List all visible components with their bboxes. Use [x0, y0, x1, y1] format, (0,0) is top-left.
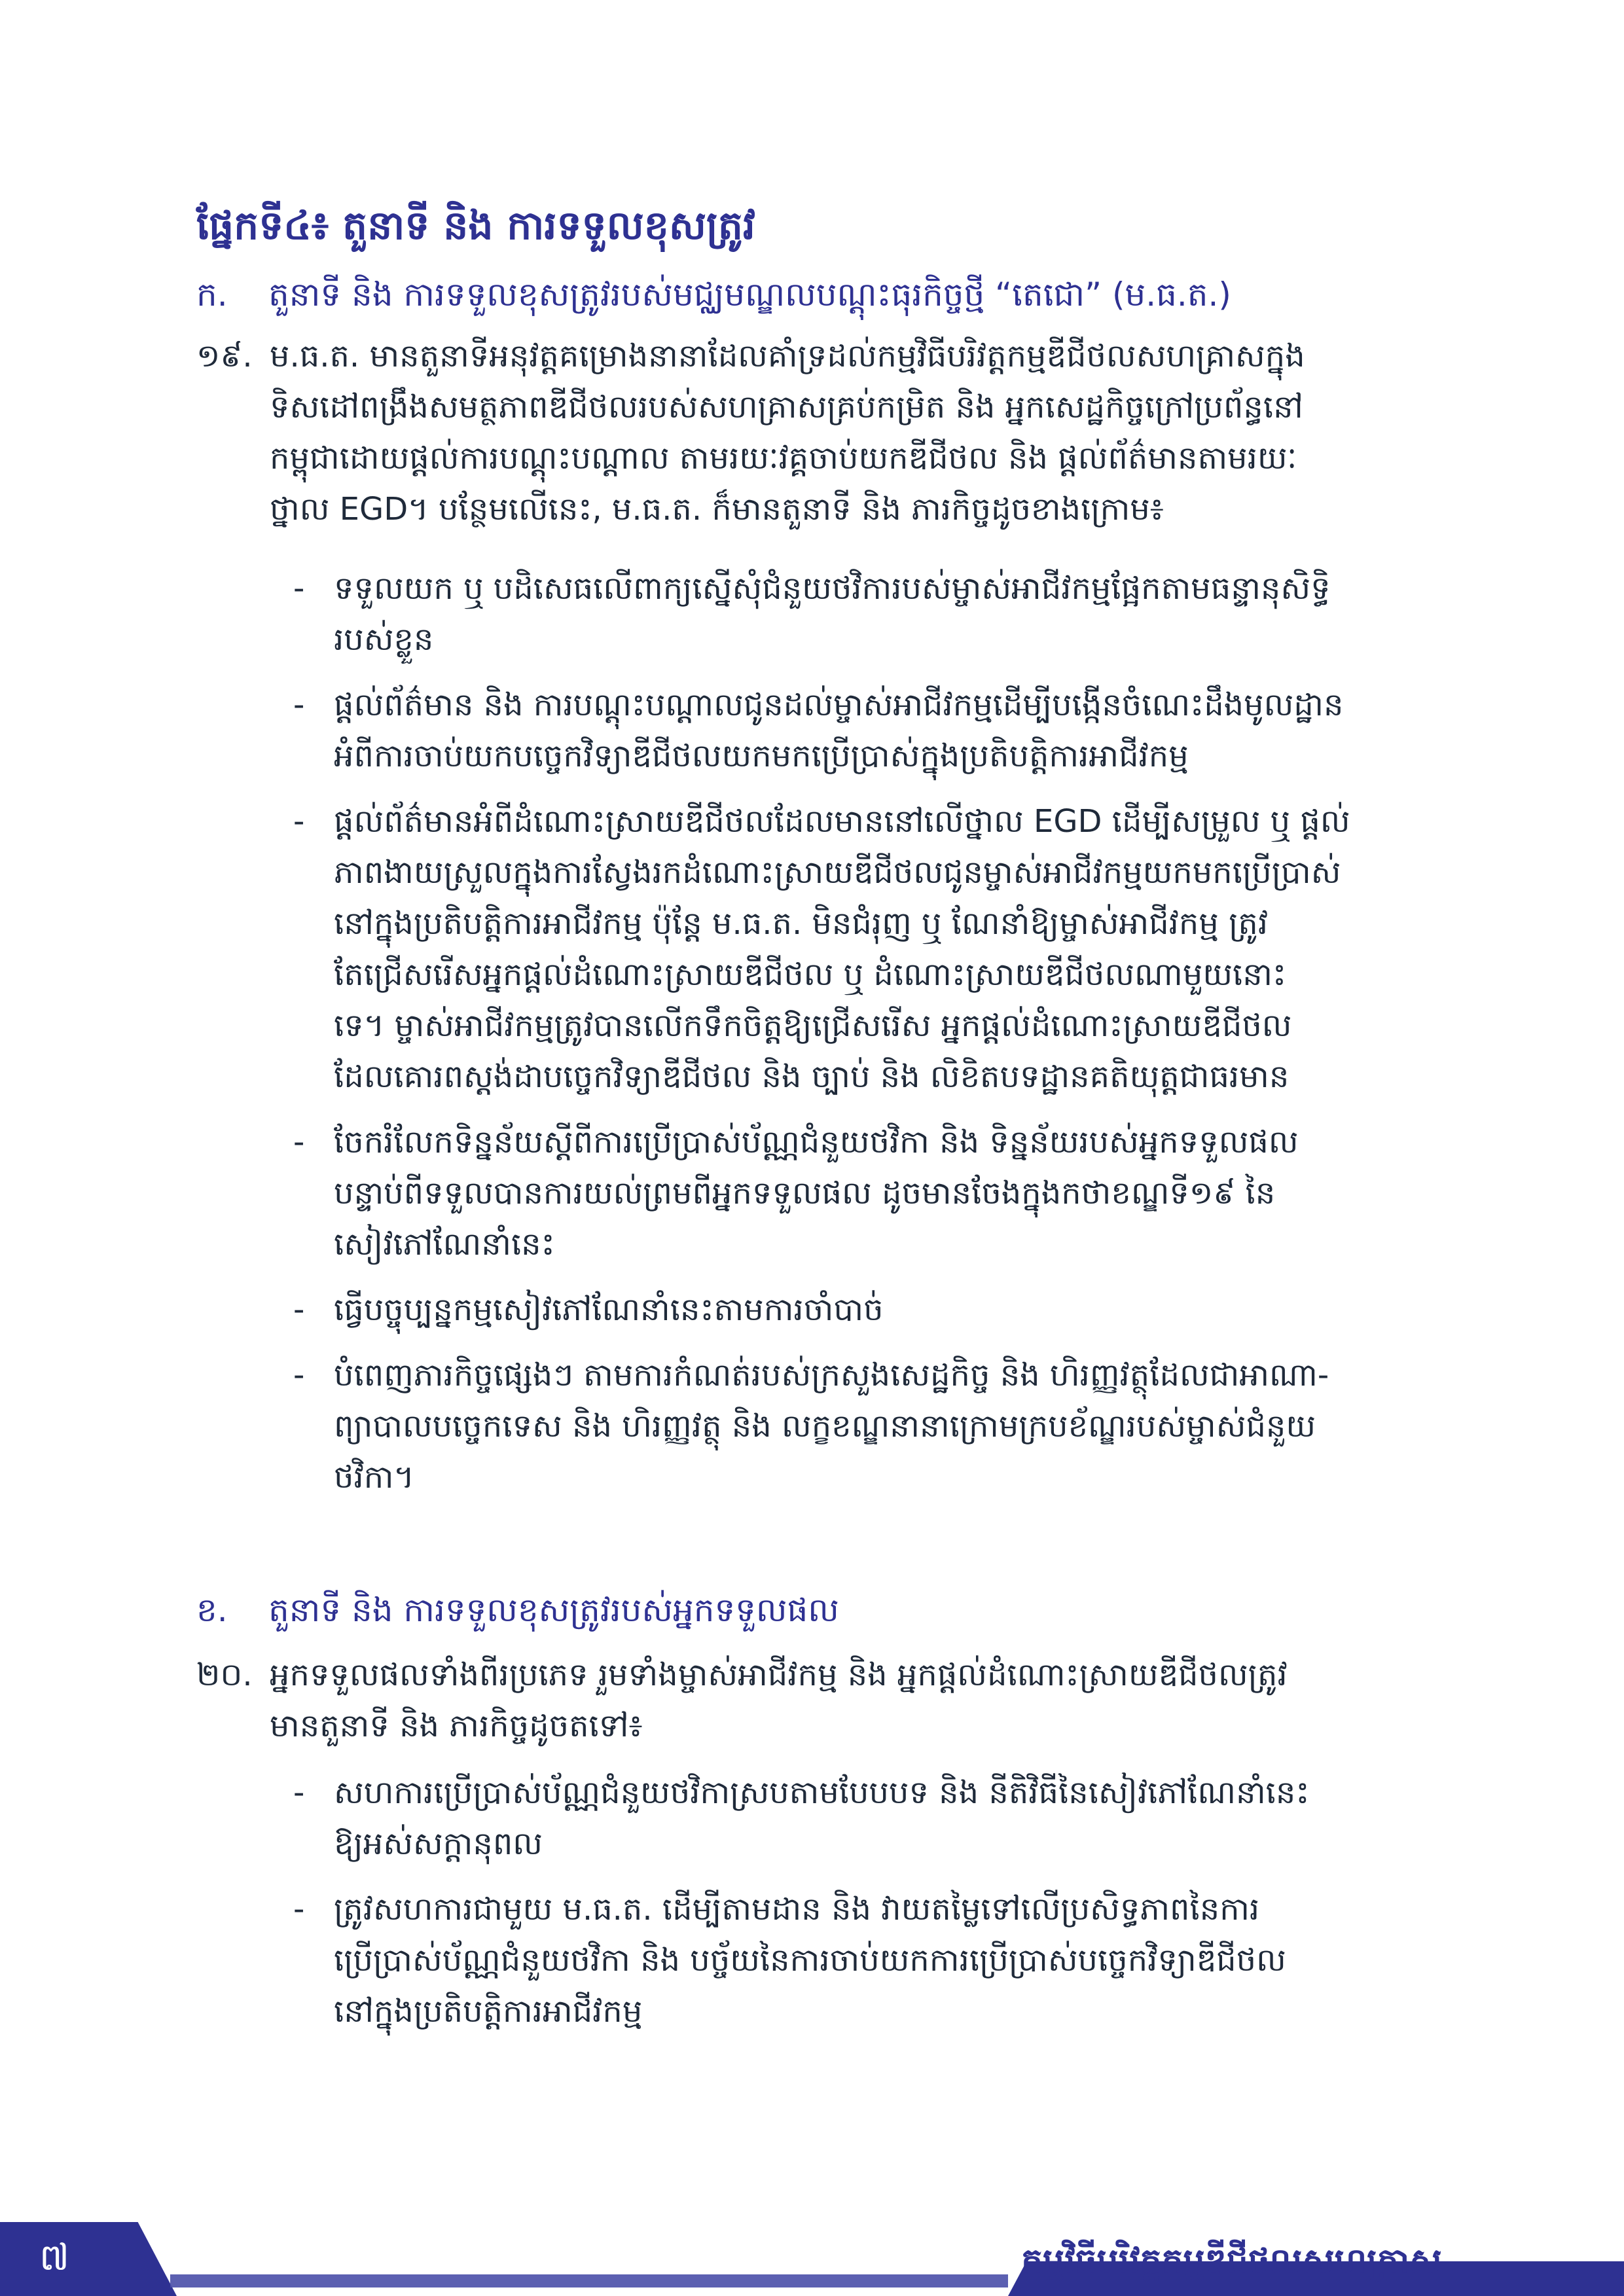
paragraph-line: ថ្នាល EGD។ បន្ថែមលើនេះ, ម.ធ.ត. ក៏មានតួនាទី និង ភារកិច្ចដូចខាងក្រោម៖ [270, 491, 1164, 528]
bullet-list-20 [288, 1767, 1434, 2037]
paragraph-number: ២០. [196, 1657, 253, 1693]
bullet-dash: - [293, 1291, 305, 1328]
bullet-line: ដែលគោរពស្តង់ដាបច្ចេកវិទ្យាឌីជីថល និង ច្បាប់ និង លិខិតបទដ្ឋានគតិយុត្តជាធរមាន [334, 1058, 1290, 1095]
bullet-line: ឱ្យអស់សក្តានុពល [334, 1825, 543, 1862]
section-a-title: តួនាទី និង ការទទួលខុសត្រូវរបស់មជ្ឈមណ្ឌលបណ្តុះធុរកិច្ចថ្មី “តេជោ” (ម.ធ.ត.) [268, 276, 1231, 314]
bullet-line: របស់ខ្លួន [334, 621, 434, 658]
bullet-dash: - [293, 1124, 305, 1160]
bullet-line: បន្ទាប់ពីទទួលបានការយល់ព្រមពីអ្នកទទួលផល ដូចមានចែងក្នុងកថាខណ្ឌទី១៩ នៃ [334, 1175, 1276, 1211]
paragraph-line: កម្ពុជាដោយផ្តល់ការបណ្តុះបណ្តាល តាមរយៈវគ្គចាប់យកឌីជីថល និង ផ្តល់ព័ត៌មានតាមរយៈ [270, 440, 1297, 476]
list-item [288, 1284, 1434, 1335]
page-number: ៧ [39, 2236, 69, 2279]
list-item [288, 1350, 1434, 1503]
bullet-line: នៅក្នុងប្រតិបត្តិការអាជីវកម្ម [334, 1993, 643, 2030]
section-b-heading [196, 1584, 1440, 1636]
bullet-dash: - [293, 1774, 305, 1811]
bullet-line: ថវិកា។ [334, 1459, 415, 1496]
bullet-line: ព្យាបាលបច្ចេកទេស និង ហិរញ្ញវត្ថុ និង លក្ខខណ្ឌនានាក្រោមក្របខ័ណ្ឌរបស់ម្ចាស់ជំនួយ [334, 1408, 1316, 1444]
paragraph-20 [196, 1649, 1427, 1751]
bullet-dash: - [293, 803, 305, 840]
bullet-line: ត្រូវសហការជាមួយ ម.ធ.ត. ដើម្បីតាមដាន និង វាយតម្លៃទៅលើប្រសិទ្ធភាពនៃការ [334, 1891, 1260, 1928]
list-item [288, 796, 1434, 1102]
bullet-line: ភាពងាយស្រួលក្នុងការស្វែងរកដំណោះស្រាយឌីជីថលជូនម្ចាស់អាជីវកម្មយកមកប្រើប្រាស់ [334, 854, 1341, 891]
bullet-line: ចែករំលែកទិន្នន័យស្តីពីការប្រើប្រាស់ប័ណ្ណជំនួយថវិកា និង ទិន្នន័យរបស់អ្នកទទួលផល [334, 1124, 1299, 1160]
bullet-line: សៀវភៅណែនាំនេះ [334, 1226, 555, 1263]
list-item [288, 563, 1434, 665]
bullet-line: នៅក្នុងប្រតិបត្តិការអាជីវកម្ម ប៉ុន្តែ ម.ធ.ត. មិនជំរុញ ឬ ណែនាំឱ្យម្ចាស់អាជីវកម្ម ត្រូវ [334, 905, 1269, 942]
bullet-line: ធ្វើបច្ចុប្បន្នកម្មសៀវភៅណែនាំនេះតាមការចាំបាច់ [334, 1291, 884, 1328]
bullet-line: ផ្តល់ព័ត៌មាន និង ការបណ្តុះបណ្តាលជូនដល់ម្ចាស់អាជីវកម្មដើម្បីបង្កើនចំណេះដឹងមូលដ្ឋាន [334, 687, 1344, 723]
section-a-marker: ក. [196, 276, 228, 314]
bullet-dash: - [293, 1357, 305, 1393]
bullet-dash: - [293, 687, 305, 723]
bullet-dash: - [293, 570, 305, 607]
section-a-heading [196, 268, 1440, 321]
footer-stripe-decoration [170, 2274, 1008, 2287]
bullet-line: អំពីការចាប់យកបច្ចេកវិទ្យាឌីជីថលយកមកប្រើប្រាស់ក្នុងប្រតិបត្តិការអាជីវកម្ម [334, 738, 1189, 774]
bullet-line: ផ្តល់ព័ត៌មានអំពីដំណោះស្រាយឌីជីថលដែលមាននៅលើថ្នាល EGD ដើម្បីសម្រួល ឬ ផ្តល់ [334, 803, 1350, 840]
footer-title: កម្មវិធីបរិវត្តកម្មឌីជីថលសហគ្រាស [1021, 2242, 1442, 2281]
section-b-marker: ខ. [196, 1591, 228, 1629]
part-title: ផ្នែកទី៤៖ តួនាទី និង ការទទួលខុសត្រូវ [196, 203, 755, 249]
list-item [288, 1117, 1434, 1270]
list-item [288, 679, 1434, 781]
bullet-line: ប្រើប្រាស់ប័ណ្ណជំនួយថវិកា និង បច្ច័យនៃការចាប់យកការប្រើប្រាស់បច្ចេកវិទ្យាឌីជីថល [334, 1942, 1286, 1979]
paragraph-19 [196, 331, 1427, 535]
paragraph-line: អ្នកទទួលផលទាំងពីរប្រភេទ រួមទាំងម្ចាស់អាជីវកម្ម និង អ្នកផ្តល់ដំណោះស្រាយឌីជីថលត្រូវ [270, 1657, 1288, 1693]
list-item [288, 1884, 1434, 2037]
bullet-line: តែជ្រើសរើសអ្នកផ្តល់ដំណោះស្រាយឌីជីថល ឬ ដំណោះស្រាយឌីជីថលណាមួយនោះ [334, 956, 1287, 993]
section-b-title: តួនាទី និង ការទទួលខុសត្រូវរបស់អ្នកទទួលផល [268, 1591, 839, 1629]
bullet-line: ទេ។ ម្ចាស់អាជីវកម្មត្រូវបានលើកទឹកចិត្តឱ្យជ្រើសរើស អ្នកផ្តល់ដំណោះស្រាយឌីជីថល [334, 1007, 1292, 1044]
bullet-line: សហការប្រើប្រាស់ប័ណ្ណជំនួយថវិកាស្របតាមបែបបទ និង នីតិវិធីនៃសៀវភៅណែនាំនេះ [334, 1774, 1310, 1811]
paragraph-line: មានតួនាទី និង ភារកិច្ចដូចតទៅ៖ [270, 1708, 643, 1744]
bullet-dash: - [293, 1891, 305, 1928]
paragraph-line: ម.ធ.ត. មានតួនាទីអនុវត្តគម្រោងនានាដែលគាំទ្រដល់កម្មវិធីបរិវត្តកម្មឌីជីថលសហគ្រាសក្នុង [270, 338, 1305, 374]
bullet-line: ទទួលយក ឬ បដិសេធលើពាក្យស្នើសុំជំនួយថវិការបស់ម្ចាស់អាជីវកម្មផ្អែកតាមធន្ទានុសិទ្ធិ [334, 570, 1331, 607]
bullet-list-19 [288, 563, 1434, 1503]
paragraph-line: ទិសដៅពង្រឹងសមត្ថភាពឌីជីថលរបស់សហគ្រាសគ្រប់កម្រិត និង អ្នកសេដ្ឋកិច្ចក្រៅប្រព័ន្ធនៅ [270, 389, 1303, 425]
bullet-line: បំពេញភារកិច្ចផ្សេងៗ តាមការកំណត់របស់ក្រសួងសេដ្ឋកិច្ច និង ហិរញ្ញវត្ថុដែលជាអាណា- [334, 1357, 1329, 1393]
paragraph-number: ១៩. [196, 338, 253, 374]
list-item [288, 1767, 1434, 1869]
